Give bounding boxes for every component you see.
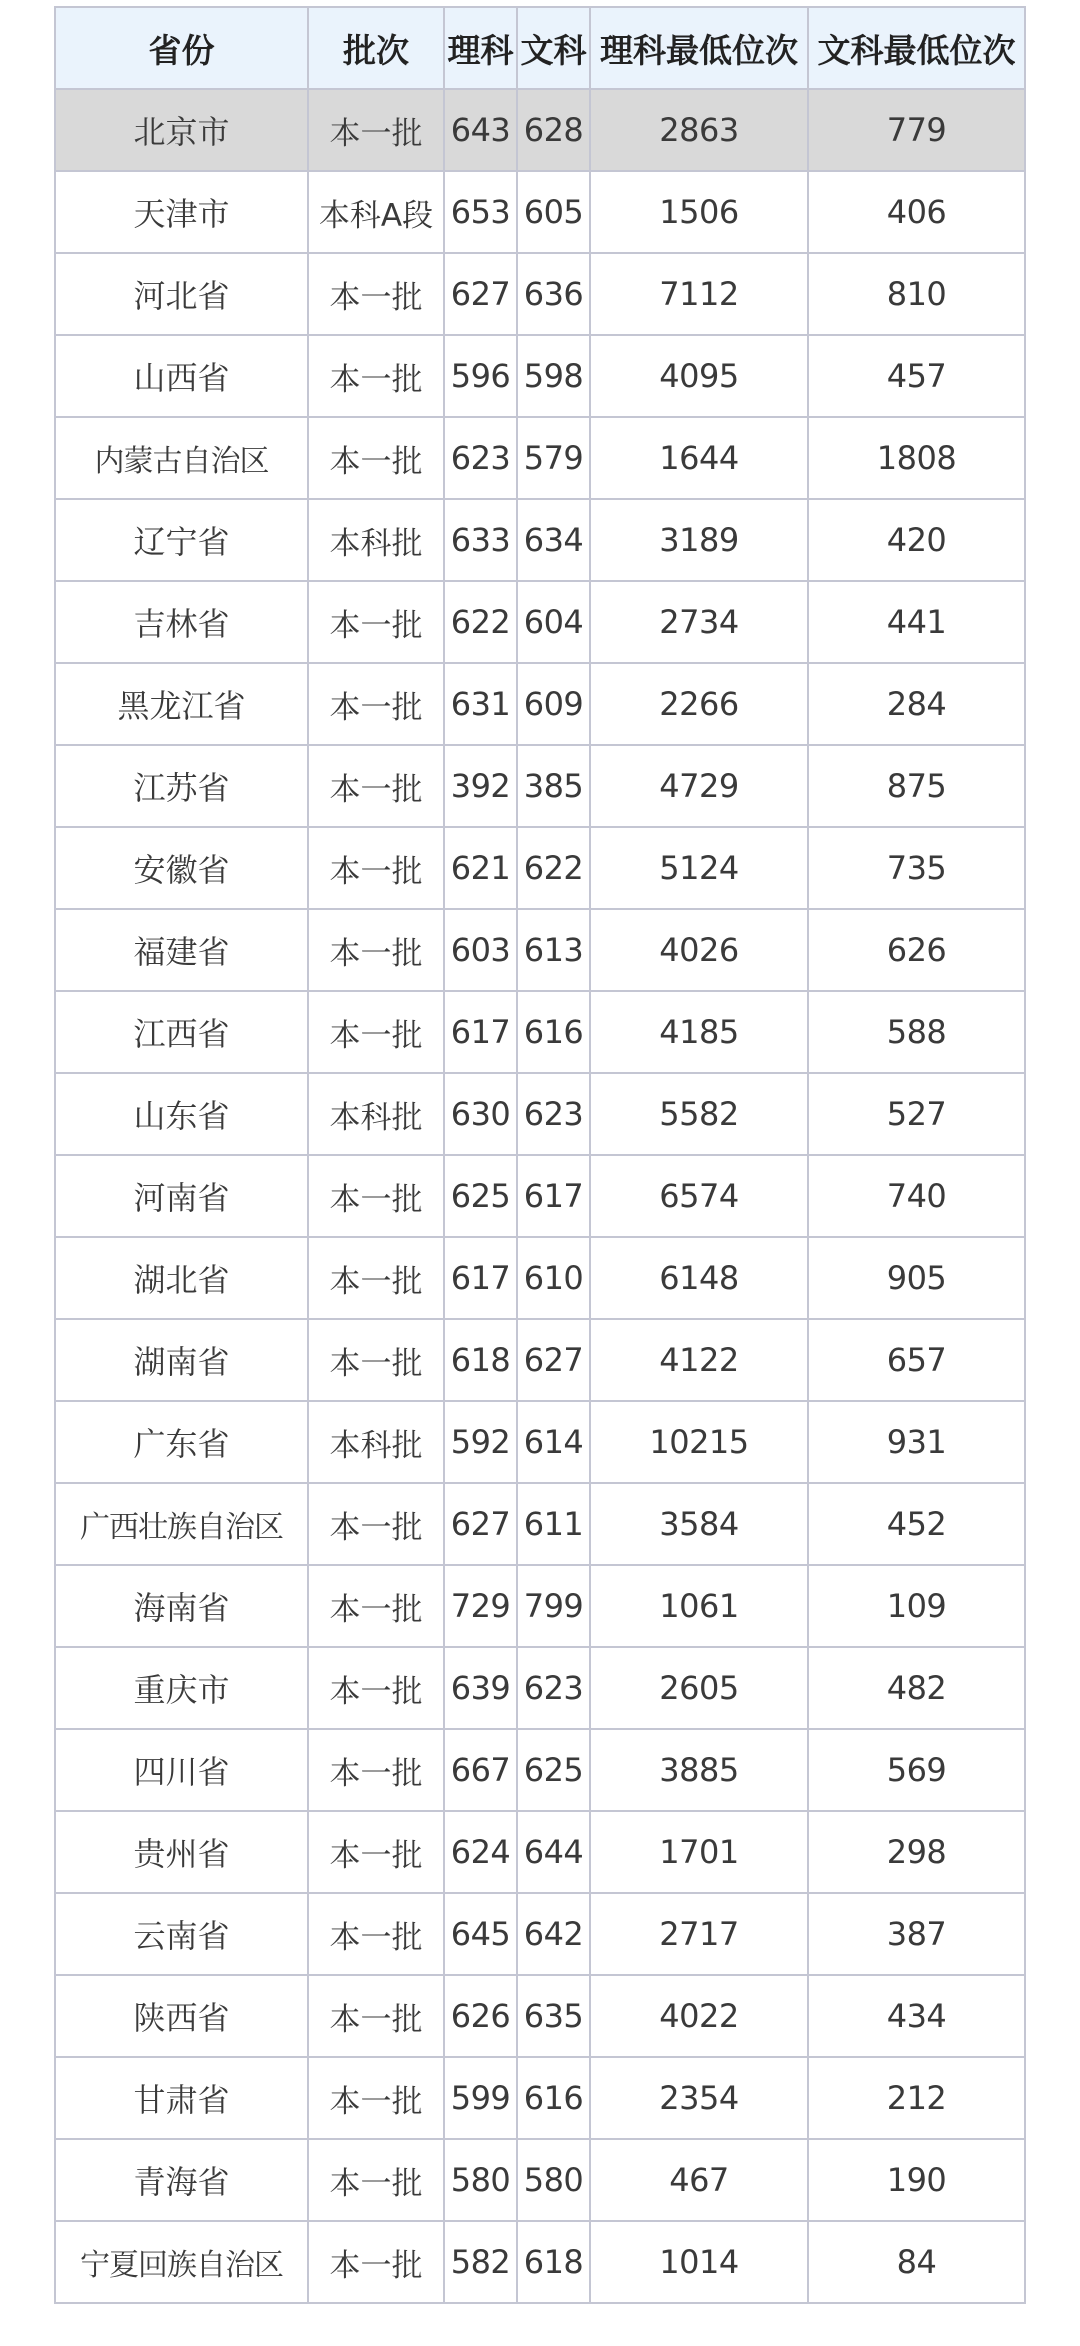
cell-batch: 本一批 <box>308 663 444 745</box>
cell-science-min-rank: 4185 <box>590 991 808 1073</box>
cell-province: 湖北省 <box>55 1237 308 1319</box>
cell-arts-score: 616 <box>517 991 590 1073</box>
cell-batch: 本一批 <box>308 1729 444 1811</box>
cell-batch: 本一批 <box>308 581 444 663</box>
cell-science-score: 639 <box>444 1647 517 1729</box>
cell-province: 广东省 <box>55 1401 308 1483</box>
table-row <box>55 663 1025 745</box>
cell-batch: 本一批 <box>308 1237 444 1319</box>
cell-science-min-rank: 2717 <box>590 1893 808 1975</box>
cell-science-min-rank: 2266 <box>590 663 808 745</box>
cell-science-min-rank: 4022 <box>590 1975 808 2057</box>
cell-science-min-rank: 6574 <box>590 1155 808 1237</box>
cell-arts-min-rank: 1808 <box>808 417 1025 499</box>
cell-science-score: 603 <box>444 909 517 991</box>
cell-science-min-rank: 3885 <box>590 1729 808 1811</box>
table-row <box>55 417 1025 499</box>
header-batch: 批次 <box>308 7 444 89</box>
cell-science-min-rank: 3189 <box>590 499 808 581</box>
cell-province: 内蒙古自治区 <box>55 417 308 499</box>
cell-province: 辽宁省 <box>55 499 308 581</box>
cell-arts-score: 644 <box>517 1811 590 1893</box>
cell-science-min-rank: 6148 <box>590 1237 808 1319</box>
cell-batch: 本一批 <box>308 89 444 171</box>
table-row <box>55 2221 1025 2303</box>
cell-arts-score: 628 <box>517 89 590 171</box>
cell-science-score: 622 <box>444 581 517 663</box>
cell-batch: 本一批 <box>308 1975 444 2057</box>
cell-province: 天津市 <box>55 171 308 253</box>
cell-science-min-rank: 1061 <box>590 1565 808 1647</box>
table-row <box>55 1401 1025 1483</box>
cell-science-min-rank: 2863 <box>590 89 808 171</box>
cell-arts-score: 579 <box>517 417 590 499</box>
cell-arts-score: 604 <box>517 581 590 663</box>
cell-science-min-rank: 1701 <box>590 1811 808 1893</box>
table-row <box>55 1483 1025 1565</box>
cell-science-score: 618 <box>444 1319 517 1401</box>
cell-arts-score: 623 <box>517 1073 590 1155</box>
cell-science-score: 623 <box>444 417 517 499</box>
cell-science-score: 631 <box>444 663 517 745</box>
cell-science-min-rank: 2605 <box>590 1647 808 1729</box>
cell-arts-score: 611 <box>517 1483 590 1565</box>
cell-science-score: 625 <box>444 1155 517 1237</box>
cell-arts-score: 636 <box>517 253 590 335</box>
cell-science-score: 617 <box>444 1237 517 1319</box>
cell-science-score: 630 <box>444 1073 517 1155</box>
cell-batch: 本一批 <box>308 745 444 827</box>
cell-arts-score: 610 <box>517 1237 590 1319</box>
table-header <box>55 7 1025 89</box>
table-body <box>55 89 1025 2303</box>
cell-science-min-rank: 7112 <box>590 253 808 335</box>
cell-arts-score: 580 <box>517 2139 590 2221</box>
cell-science-min-rank: 2354 <box>590 2057 808 2139</box>
cell-arts-score: 598 <box>517 335 590 417</box>
cell-science-score: 729 <box>444 1565 517 1647</box>
cell-science-score: 580 <box>444 2139 517 2221</box>
cell-province: 海南省 <box>55 1565 308 1647</box>
cell-science-min-rank: 4122 <box>590 1319 808 1401</box>
cell-arts-score: 622 <box>517 827 590 909</box>
cell-science-score: 599 <box>444 2057 517 2139</box>
table-row <box>55 335 1025 417</box>
header-arts-score: 文科 <box>517 7 590 89</box>
cell-science-score: 627 <box>444 253 517 335</box>
cell-province: 河北省 <box>55 253 308 335</box>
cell-science-score: 582 <box>444 2221 517 2303</box>
cell-arts-score: 614 <box>517 1401 590 1483</box>
score-table <box>54 6 1026 2304</box>
cell-arts-score: 616 <box>517 2057 590 2139</box>
table-row <box>55 499 1025 581</box>
cell-science-score: 645 <box>444 1893 517 1975</box>
table-row <box>55 2057 1025 2139</box>
cell-province: 江西省 <box>55 991 308 1073</box>
cell-province: 贵州省 <box>55 1811 308 1893</box>
cell-province: 重庆市 <box>55 1647 308 1729</box>
cell-province: 北京市 <box>55 89 308 171</box>
table-row <box>55 89 1025 171</box>
cell-arts-score: 642 <box>517 1893 590 1975</box>
cell-arts-min-rank: 84 <box>808 2221 1025 2303</box>
cell-arts-score: 799 <box>517 1565 590 1647</box>
table-row <box>55 827 1025 909</box>
cell-province: 陕西省 <box>55 1975 308 2057</box>
cell-batch: 本一批 <box>308 1811 444 1893</box>
cell-batch: 本一批 <box>308 1893 444 1975</box>
cell-arts-min-rank: 779 <box>808 89 1025 171</box>
cell-batch: 本一批 <box>308 1483 444 1565</box>
cell-science-min-rank: 4729 <box>590 745 808 827</box>
cell-arts-score: 605 <box>517 171 590 253</box>
header-arts-min-rank: 文科最低位次 <box>808 7 1025 89</box>
cell-arts-score: 623 <box>517 1647 590 1729</box>
cell-arts-min-rank: 420 <box>808 499 1025 581</box>
cell-arts-min-rank: 905 <box>808 1237 1025 1319</box>
table-row <box>55 1811 1025 1893</box>
cell-arts-min-rank: 626 <box>808 909 1025 991</box>
table-row <box>55 1647 1025 1729</box>
cell-province: 福建省 <box>55 909 308 991</box>
cell-science-score: 621 <box>444 827 517 909</box>
cell-province: 河南省 <box>55 1155 308 1237</box>
cell-province: 黑龙江省 <box>55 663 308 745</box>
cell-province: 宁夏回族自治区 <box>55 2221 308 2303</box>
cell-province: 广西壮族自治区 <box>55 1483 308 1565</box>
cell-science-min-rank: 5124 <box>590 827 808 909</box>
cell-science-min-rank: 4026 <box>590 909 808 991</box>
cell-science-min-rank: 1506 <box>590 171 808 253</box>
header-science-score: 理科 <box>444 7 517 89</box>
cell-province: 四川省 <box>55 1729 308 1811</box>
cell-arts-score: 613 <box>517 909 590 991</box>
table-row <box>55 581 1025 663</box>
table-row <box>55 1155 1025 1237</box>
cell-science-min-rank: 467 <box>590 2139 808 2221</box>
cell-batch: 本科A段 <box>308 171 444 253</box>
cell-science-score: 626 <box>444 1975 517 2057</box>
cell-arts-min-rank: 931 <box>808 1401 1025 1483</box>
cell-science-min-rank: 5582 <box>590 1073 808 1155</box>
table-row <box>55 1237 1025 1319</box>
cell-province: 江苏省 <box>55 745 308 827</box>
cell-arts-score: 634 <box>517 499 590 581</box>
cell-province: 山西省 <box>55 335 308 417</box>
cell-batch: 本科批 <box>308 1401 444 1483</box>
cell-arts-score: 609 <box>517 663 590 745</box>
cell-batch: 本一批 <box>308 335 444 417</box>
cell-science-score: 667 <box>444 1729 517 1811</box>
cell-arts-min-rank: 190 <box>808 2139 1025 2221</box>
cell-arts-min-rank: 588 <box>808 991 1025 1073</box>
table-row <box>55 1319 1025 1401</box>
cell-arts-min-rank: 657 <box>808 1319 1025 1401</box>
table-row <box>55 909 1025 991</box>
cell-province: 山东省 <box>55 1073 308 1155</box>
cell-batch: 本科批 <box>308 499 444 581</box>
cell-arts-min-rank: 527 <box>808 1073 1025 1155</box>
table-row <box>55 2139 1025 2221</box>
cell-batch: 本一批 <box>308 253 444 335</box>
cell-batch: 本一批 <box>308 2221 444 2303</box>
cell-science-score: 392 <box>444 745 517 827</box>
cell-arts-min-rank: 735 <box>808 827 1025 909</box>
header-province: 省份 <box>55 7 308 89</box>
table-row <box>55 745 1025 827</box>
cell-science-score: 592 <box>444 1401 517 1483</box>
cell-arts-min-rank: 298 <box>808 1811 1025 1893</box>
table-row <box>55 171 1025 253</box>
cell-batch: 本一批 <box>308 1647 444 1729</box>
cell-batch: 本一批 <box>308 417 444 499</box>
cell-arts-min-rank: 387 <box>808 1893 1025 1975</box>
cell-science-min-rank: 3584 <box>590 1483 808 1565</box>
cell-arts-score: 635 <box>517 1975 590 2057</box>
cell-science-min-rank: 4095 <box>590 335 808 417</box>
header-science-min-rank: 理科最低位次 <box>590 7 808 89</box>
cell-batch: 本一批 <box>308 909 444 991</box>
score-table-container <box>54 6 1024 2304</box>
table-row <box>55 991 1025 1073</box>
cell-science-min-rank: 2734 <box>590 581 808 663</box>
cell-batch: 本一批 <box>308 2139 444 2221</box>
cell-arts-min-rank: 452 <box>808 1483 1025 1565</box>
cell-science-min-rank: 10215 <box>590 1401 808 1483</box>
table-row <box>55 1565 1025 1647</box>
cell-arts-min-rank: 434 <box>808 1975 1025 2057</box>
cell-science-score: 633 <box>444 499 517 581</box>
cell-province: 云南省 <box>55 1893 308 1975</box>
table-row <box>55 1729 1025 1811</box>
cell-science-min-rank: 1014 <box>590 2221 808 2303</box>
cell-science-score: 624 <box>444 1811 517 1893</box>
cell-arts-min-rank: 810 <box>808 253 1025 335</box>
cell-arts-score: 625 <box>517 1729 590 1811</box>
cell-arts-min-rank: 212 <box>808 2057 1025 2139</box>
cell-batch: 本一批 <box>308 991 444 1073</box>
cell-batch: 本一批 <box>308 1155 444 1237</box>
cell-batch: 本一批 <box>308 2057 444 2139</box>
cell-science-score: 596 <box>444 335 517 417</box>
cell-province: 安徽省 <box>55 827 308 909</box>
cell-arts-min-rank: 482 <box>808 1647 1025 1729</box>
cell-science-score: 653 <box>444 171 517 253</box>
cell-batch: 本科批 <box>308 1073 444 1155</box>
cell-province: 甘肃省 <box>55 2057 308 2139</box>
cell-arts-score: 617 <box>517 1155 590 1237</box>
cell-science-score: 617 <box>444 991 517 1073</box>
cell-arts-min-rank: 569 <box>808 1729 1025 1811</box>
cell-batch: 本一批 <box>308 1319 444 1401</box>
table-row <box>55 1073 1025 1155</box>
cell-arts-min-rank: 109 <box>808 1565 1025 1647</box>
table-row <box>55 1975 1025 2057</box>
cell-province: 吉林省 <box>55 581 308 663</box>
cell-batch: 本一批 <box>308 1565 444 1647</box>
cell-arts-min-rank: 875 <box>808 745 1025 827</box>
cell-arts-score: 618 <box>517 2221 590 2303</box>
table-row <box>55 1893 1025 1975</box>
cell-arts-score: 627 <box>517 1319 590 1401</box>
cell-science-score: 643 <box>444 89 517 171</box>
cell-batch: 本一批 <box>308 827 444 909</box>
cell-arts-min-rank: 441 <box>808 581 1025 663</box>
cell-province: 青海省 <box>55 2139 308 2221</box>
cell-arts-min-rank: 457 <box>808 335 1025 417</box>
cell-science-min-rank: 1644 <box>590 417 808 499</box>
cell-arts-score: 385 <box>517 745 590 827</box>
cell-science-score: 627 <box>444 1483 517 1565</box>
header-row <box>55 7 1025 89</box>
table-row <box>55 253 1025 335</box>
cell-arts-min-rank: 284 <box>808 663 1025 745</box>
cell-arts-min-rank: 740 <box>808 1155 1025 1237</box>
cell-arts-min-rank: 406 <box>808 171 1025 253</box>
cell-province: 湖南省 <box>55 1319 308 1401</box>
